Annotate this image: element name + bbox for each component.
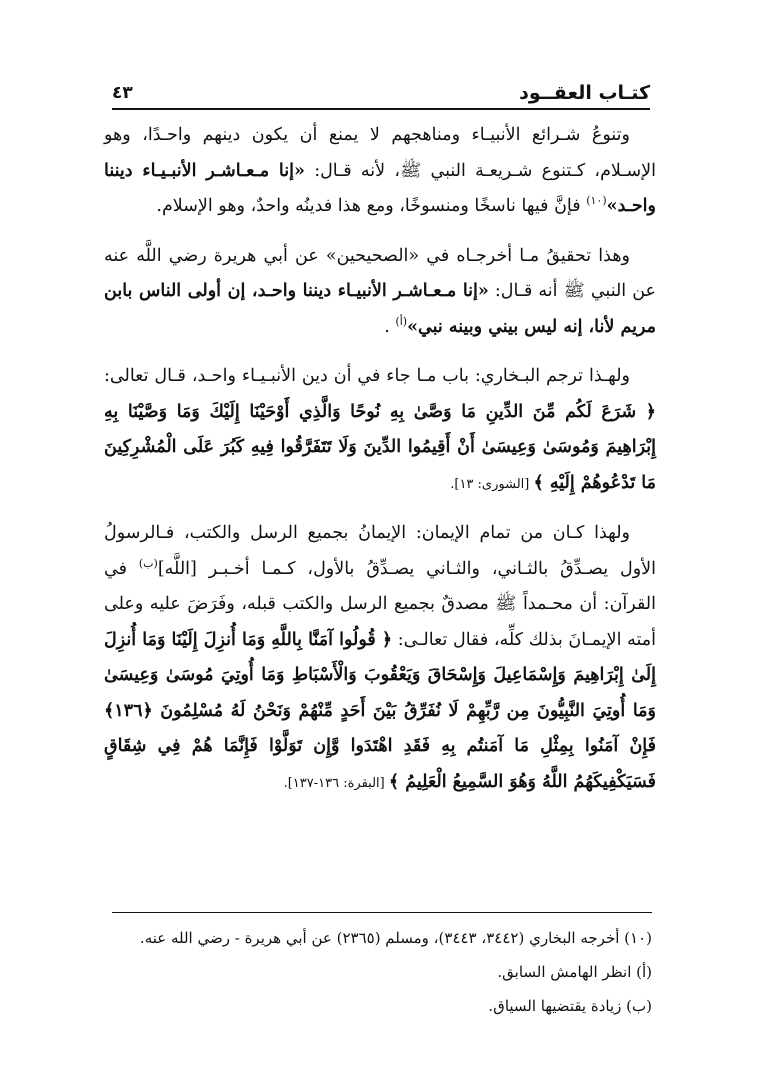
paragraph-1-text: وتنوعُ شـرائع الأنبيـاء ومناهجهم لا يمنع أن يكون دينهم واحـدًا، وهو الإسـلام، كـتنوع شـريعـة النبي ﷺ، لأنه قـال:	[104, 125, 656, 181]
hadith-quote: «إنا مـعـاشـر الأنبـيـاء ديننا واحـد»	[104, 160, 656, 216]
footnote: (ب) زيادة يقتضيها السياق.	[488, 997, 652, 1015]
hadith-quote: «إنا مـعـاشـر الأنبيـاء ديننا واحـد، إن أولى الناس بابن مريم لأنا، إنه ليس بيني وبينه نبي»	[104, 281, 656, 337]
running-title: كتـاب العقــود	[519, 82, 650, 104]
footnotes	[112, 912, 652, 1023]
paragraph-4-text: ولهذا كـان من تمام الإيمان: الإيمانُ بجميع الرسل والكتب، فـالرسولُ الأول يصـدِّقُ بالثـاني، والثـاني يصـدِّقُ بالأول، كـمـا أخـبـر [اللَّه]	[104, 523, 656, 579]
paragraph-2	[104, 239, 656, 346]
footnote: (أ) انظر الهامش السابق.	[497, 963, 652, 981]
footnote-marker-a: (أ)	[395, 314, 408, 328]
footnote: (١٠) أخرجه البخاري (٣٤٤٢، ٣٤٤٣)، ومسلم (٢٣٦٥) عن أبي هريرة - رضي الله عنه.	[139, 929, 652, 947]
paragraph-3	[104, 359, 656, 502]
paragraph-4	[104, 516, 656, 801]
page-number: ٤٣	[112, 83, 133, 103]
verse-reference: [البقرة: ١٣٦-١٣٧].	[283, 775, 389, 791]
quran-verse: ﴿ شَرَعَ لَكُم مِّنَ الدِّينِ مَا وَصَّىٰ بِهِ نُوحًا وَالَّذِي أَوْحَيْنَا إِلَيْكَ وَمَا وَصَّيْنَا بِهِ إِبْرَاهِيمَ وَمُوسَىٰ وَعِيسَىٰ أَنْ أَقِيمُوا الدِّينَ وَلَا تَتَفَرَّقُوا فِيهِ كَبُرَ عَلَى الْمُشْرِكِينَ مَا تَدْعُوهُمْ إِلَيْهِ ﴾	[104, 401, 656, 493]
footnote-marker-b: (ب)	[138, 556, 158, 570]
quran-verse: ﴿ قُولُوا آمَنَّا بِاللَّهِ وَمَا أُنزِلَ إِلَيْنَا وَمَا أُنزِلَ إِلَىٰ إِبْرَاهِيمَ وَإِسْمَاعِيلَ وَإِسْحَاقَ وَيَعْقُوبَ وَالْأَسْبَاطِ وَمَا أُوتِيَ مُوسَىٰ وَعِيسَىٰ وَمَا أُوتِيَ النَّبِيُّونَ مِن رَّبِّهِمْ لَا نُفَرِّقُ بَيْنَ أَحَدٍ مِّنْهُمْ وَنَحْنُ لَهُ مُسْلِمُونَ ﴿١٣٦﴾ فَإِنْ آمَنُوا بِمِثْلِ مَا آمَنتُم بِهِ فَقَدِ اهْتَدَوا وَّإِن تَوَلَّوْا فَإِنَّمَا هُمْ فِي شِقَاقٍ فَسَيَكْفِيكَهُمُ اللَّهُ وَهُوَ السَّمِيعُ الْعَلِيمُ ﴾	[104, 629, 656, 792]
paragraph-1-text-end: فإنَّ فيها ناسخًا ومنسوخًا، ومع هذا فدينُه واحدٌ، وهو الإسلام.	[156, 196, 587, 216]
paragraph-2-text-end: .	[384, 316, 396, 337]
footnote-marker-10: (١٠)	[586, 194, 607, 208]
main-text	[104, 118, 656, 815]
paragraph-1	[104, 118, 656, 225]
paragraph-2-text: وهذا تحقيقُ مـا أخرجـاه في «الصحيحين» عن أبي هريرة رضي اللَّه عنه عن النبي ﷺ أنه قـال:	[104, 245, 657, 301]
paragraph-3-text: ولهـذا ترجم البـخاري: باب مـا جاء في أن دين الأنبـيـاء واحـد، قـال تعالى:	[104, 366, 630, 386]
paragraph-4-text-cont: في القرآن: أن محـمداً ﷺ مصدقٌ بجميع الرسل والكتب قبله، وفَرَضَ عليه وعلى أمته الإيمـانَ بذلك كلِّه، فقال تعالـى:	[104, 558, 656, 650]
verse-reference: [الشورى: ١٣].	[450, 476, 534, 492]
running-header	[112, 78, 650, 110]
